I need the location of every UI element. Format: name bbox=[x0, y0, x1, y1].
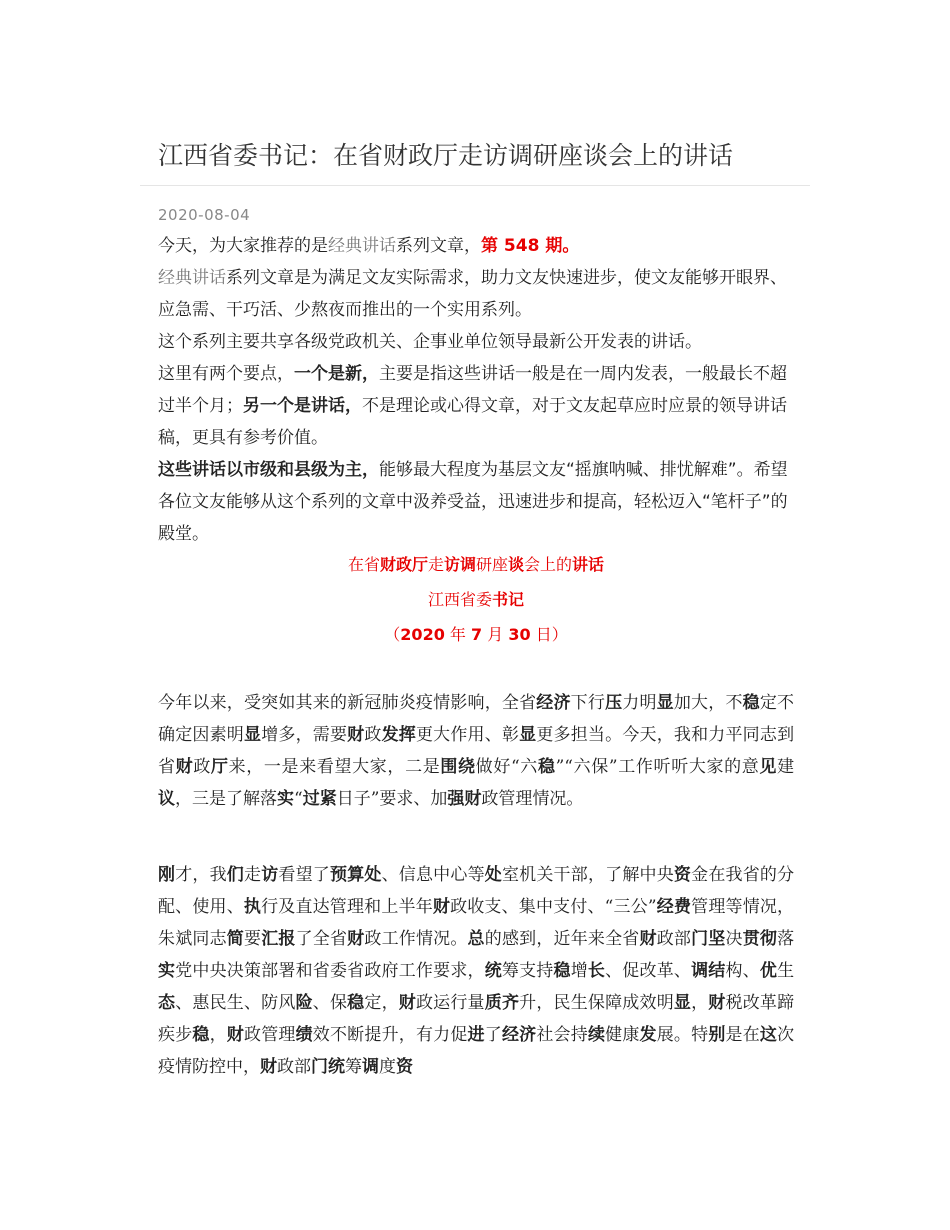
emphasis-text: 预算处 bbox=[330, 865, 382, 885]
body-text: 才，我 bbox=[175, 865, 227, 885]
emphasis-text: 财 bbox=[432, 897, 451, 917]
title-divider bbox=[140, 185, 810, 186]
emphasis-text: 发 bbox=[639, 1025, 657, 1045]
emphasis-text: 经费 bbox=[656, 897, 692, 917]
body-text: 下行 bbox=[570, 693, 606, 713]
body-text: 升，民生保障成效明 bbox=[519, 993, 674, 1013]
intro-text: 这里有两个要点， bbox=[158, 364, 294, 384]
emphasis-text: 厅 bbox=[210, 757, 229, 777]
emphasis-text: 执 bbox=[243, 897, 262, 917]
body-text: 是在 bbox=[725, 1025, 760, 1045]
series-name: 经典讲话 bbox=[328, 236, 396, 256]
body-text: 增多，需要 bbox=[261, 725, 348, 745]
body-text: 政管理情况。 bbox=[481, 789, 584, 809]
emphasis-text: 显 bbox=[519, 725, 537, 745]
emphasis-text: 进 bbox=[467, 1025, 485, 1045]
emphasis-text: 实 bbox=[158, 961, 176, 981]
body-text: 度 bbox=[379, 1057, 396, 1077]
body-text: 、促改革、 bbox=[605, 961, 692, 981]
body-text: 政部 bbox=[277, 1057, 311, 1077]
body-text: 政 bbox=[364, 725, 382, 745]
body-text: 构、 bbox=[725, 961, 760, 981]
emphasis-text: 总 bbox=[467, 929, 485, 949]
body-text: 力明 bbox=[622, 693, 657, 713]
body-text: 党中央决策部署和省委省政府工作要求， bbox=[175, 961, 485, 981]
body-text: 效不断提升，有力促 bbox=[312, 1025, 468, 1045]
emphasis-text: 长 bbox=[587, 961, 606, 981]
body-text: 、保 bbox=[312, 993, 348, 1013]
body-text: 日子”要求、加 bbox=[336, 789, 448, 809]
body-text: 加大，不 bbox=[673, 693, 743, 713]
emphasis-text: 稳 bbox=[742, 693, 760, 713]
emphasis-text: 显 bbox=[243, 725, 262, 745]
body-text: 、信息中心等 bbox=[381, 865, 485, 885]
intro-paragraph-2 bbox=[158, 262, 794, 326]
emphasis-text: 显 bbox=[673, 993, 692, 1013]
body-text: ， bbox=[691, 993, 709, 1013]
emphasis-text: 别 bbox=[708, 1025, 726, 1045]
emphasis-text: 财 bbox=[226, 1025, 244, 1045]
emphasis-text: 态 bbox=[158, 993, 176, 1013]
emphasis-text: 处 bbox=[484, 865, 502, 885]
body-text: 税改革蹄疾步 bbox=[158, 993, 795, 1045]
article-title: 江西省委书记：在省财政厅走访调研座谈会上的讲话 bbox=[158, 141, 734, 170]
emphasis-text: 过紧 bbox=[302, 789, 337, 809]
intro-text: 今天，为大家推荐的是 bbox=[158, 236, 328, 256]
emphasis-text: 这 bbox=[759, 1025, 778, 1045]
body-text: 生 bbox=[777, 961, 795, 981]
intro-text: 能够最大程度为基层文友“摇旗呐喊、排忧解难”。希望各位文友能够从这个系列的文章中汲养受益，迅速进步和提高，轻松迈入“笔杆子”的殿堂。 bbox=[158, 460, 788, 544]
emphasis-text: 围绕 bbox=[440, 757, 476, 777]
issue-number: 第 548 期。 bbox=[481, 236, 580, 256]
body-text: “ bbox=[294, 789, 303, 809]
body-text: 次疫情防控中， bbox=[158, 1025, 795, 1077]
body-text: 更多担当。今天，我和力平同志到省 bbox=[158, 725, 795, 777]
emphasis-text: 强财 bbox=[447, 789, 482, 809]
body-text: 管理等情况，朱斌同志 bbox=[158, 897, 795, 949]
body-text: 政部 bbox=[656, 929, 692, 949]
emphasis-text: 绩 bbox=[295, 1025, 313, 1045]
body-text: 筹支持 bbox=[501, 961, 554, 981]
intro-text: 系列文章是为满足文友实际需求，助力文友快速进步，使文友能够开眼界、应急需、干巧活、少熬夜而推出的一个实用系列。 bbox=[158, 268, 787, 320]
body-text: ”“六保”工作听听大家的意 bbox=[555, 757, 760, 777]
emphasis-text: 经济 bbox=[536, 693, 571, 713]
emphasis-text: 门统 bbox=[311, 1057, 345, 1077]
body-text: 政工作情况。 bbox=[364, 929, 468, 949]
intro-paragraph-5 bbox=[158, 454, 794, 550]
emphasis-text: 优 bbox=[759, 961, 778, 981]
body-text: 行及直达管理和上半年 bbox=[261, 897, 433, 917]
emphasis-text: 稳 bbox=[553, 961, 571, 981]
emphasis-text: 见 bbox=[759, 757, 778, 777]
speech-heading: 在省财政厅走访调研座谈会上的讲话 bbox=[347, 555, 605, 574]
body-text: 政 bbox=[193, 757, 211, 777]
body-text: 定不确定因素明 bbox=[158, 693, 795, 745]
body-text: 做好“六 bbox=[475, 757, 538, 777]
body-text: 来，一是来看望大家，二是 bbox=[228, 757, 441, 777]
emphasis-text: 资 bbox=[396, 1057, 413, 1077]
body-paragraph-1 bbox=[158, 687, 794, 815]
emphasis-text: 稳 bbox=[537, 757, 556, 777]
body-text: 增 bbox=[570, 961, 588, 981]
body-text: 金在我省的分配、使用、 bbox=[158, 865, 795, 917]
speech-date: （2020 年 7 月 30 日） bbox=[384, 625, 568, 644]
body-text: 了全省 bbox=[295, 929, 348, 949]
emphasis-text: 稳 bbox=[347, 993, 365, 1013]
emphasis-text: 质齐 bbox=[484, 993, 520, 1013]
intro-emphasis: 另一个是讲话， bbox=[243, 396, 362, 416]
emphasis-text: 门坚 bbox=[691, 929, 726, 949]
emphasis-text: 经济 bbox=[501, 1025, 537, 1045]
body-text: 政运行量 bbox=[415, 993, 485, 1013]
emphasis-text: 财 bbox=[708, 993, 726, 1013]
body-text: 看望了 bbox=[278, 865, 330, 885]
emphasis-text: 调结 bbox=[691, 961, 726, 981]
intro-paragraph-3: 这个系列主要共享各级党政机关、企事业单位领导最新公开发表的讲话。 bbox=[158, 332, 702, 352]
body-text: 健康 bbox=[605, 1025, 640, 1045]
body-text: 展。特 bbox=[656, 1025, 709, 1045]
emphasis-text: 访 bbox=[261, 865, 279, 885]
emphasis-text: 险 bbox=[295, 993, 313, 1013]
intro-emphasis: 这些讲话以市级和县级为主， bbox=[158, 460, 379, 480]
body-text: 的感到，近年来全省 bbox=[484, 929, 640, 949]
emphasis-text: 实 bbox=[277, 789, 294, 809]
emphasis-text: 财 bbox=[398, 993, 416, 1013]
emphasis-text: 刚 bbox=[158, 865, 176, 885]
intro-paragraph-4 bbox=[158, 358, 794, 454]
body-text: 定， bbox=[364, 993, 399, 1013]
emphasis-text: 财 bbox=[347, 725, 365, 745]
emphasis-text: 们 bbox=[226, 865, 244, 885]
body-text: 社会持 bbox=[536, 1025, 588, 1045]
body-text: 筹 bbox=[345, 1057, 362, 1077]
series-intro bbox=[158, 230, 794, 550]
body-text: 落 bbox=[777, 929, 795, 949]
body-text: 决 bbox=[725, 929, 743, 949]
series-name: 经典讲话 bbox=[158, 268, 226, 288]
intro-text: 主要是指这些讲话一般是在一周内发表，一般最长不超过半个月； bbox=[158, 364, 787, 416]
body-text: 更大作用、彰 bbox=[415, 725, 520, 745]
body-text: 室机关干部，了解中央 bbox=[501, 865, 674, 885]
emphasis-text: 贯彻 bbox=[742, 929, 778, 949]
emphasis-text: 财 bbox=[639, 929, 657, 949]
body-text: ， bbox=[209, 1025, 227, 1045]
body-text: 了 bbox=[484, 1025, 502, 1045]
emphasis-text: 简 bbox=[226, 929, 244, 949]
intro-text: 不是理论或心得文章，对于文友起草应时应景的领导讲话稿，更具有参考价值。 bbox=[158, 396, 787, 448]
emphasis-text: 资 bbox=[673, 865, 692, 885]
emphasis-text: 续 bbox=[587, 1025, 606, 1045]
publish-date: 2020-08-04 bbox=[158, 206, 251, 224]
emphasis-text: 显 bbox=[656, 693, 674, 713]
emphasis-text: 议 bbox=[158, 789, 175, 809]
emphasis-text: 压 bbox=[605, 693, 623, 713]
body-text: 今年以来，受突如其来的新冠肺炎疫情影响，全省 bbox=[158, 693, 537, 713]
emphasis-text: 统 bbox=[484, 961, 502, 981]
speech-speaker: 江西省委书记 bbox=[427, 590, 525, 609]
body-paragraph-2 bbox=[158, 859, 794, 1083]
emphasis-text: 发挥 bbox=[381, 725, 416, 745]
intro-paragraph-1 bbox=[158, 230, 794, 262]
body-text: 政收支、集中支付、“三公” bbox=[450, 897, 657, 917]
emphasis-text: 财 bbox=[347, 929, 365, 949]
emphasis-text: 调 bbox=[362, 1057, 379, 1077]
body-text: 政管理 bbox=[244, 1025, 296, 1045]
intro-emphasis: 一个是新， bbox=[294, 364, 379, 384]
body-text: 、惠民生、防风 bbox=[175, 993, 296, 1013]
intro-text: 系列文章， bbox=[396, 236, 481, 256]
body-text: 要 bbox=[243, 929, 262, 949]
body-text: 走 bbox=[244, 865, 262, 885]
emphasis-text: 财 bbox=[260, 1057, 277, 1077]
emphasis-text: 汇报 bbox=[261, 929, 296, 949]
emphasis-text: 稳 bbox=[192, 1025, 210, 1045]
emphasis-text: 财 bbox=[175, 757, 194, 777]
body-text: 建 bbox=[777, 757, 795, 777]
body-text: ，三是了解落 bbox=[175, 789, 277, 809]
